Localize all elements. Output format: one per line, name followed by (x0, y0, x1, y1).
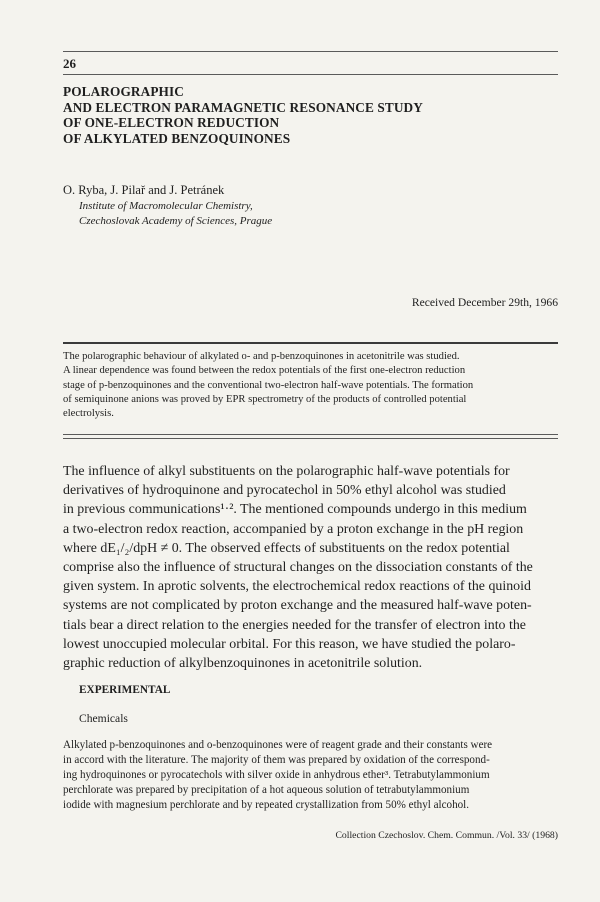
intro-line: derivatives of hydroquinone and pyrocatechol in 50% ethyl alcohol was studied (63, 483, 506, 499)
body-line: in accord with the literature. The majority of them was prepared by oxidation of the correspond- (63, 754, 490, 766)
intro-line: lowest unoccupied molecular orbital. For this reason, we have studied the polaro- (63, 636, 516, 652)
section-heading: EXPERIMENTAL (79, 684, 171, 696)
abstract-line: of semiquinone anions was proved by EPR spectrometry of the products of controlled potential (63, 393, 467, 405)
body-line: Alkylated p-benzoquinones and o-benzoquinones were of reagent grade and their constants were (63, 739, 493, 751)
intro-line: graphic reduction of alkylbenzoquinones in acetonitrile solution. (63, 656, 423, 672)
body-line: iodide with magnesium perchlorate and by repeated crystallization from 50% ethyl alcohol. (63, 799, 470, 811)
title-line: AND ELECTRON PARAMAGNETIC RESONANCE STUDY (63, 99, 423, 115)
page-number: 26 (63, 56, 76, 71)
intro-line: where dE₁/₂/dpH ≠ 0. The observed effects of substituents on the redox potential (63, 540, 510, 556)
intro-line: a two-electron redox reaction, accompanied by a proton exchange in the pH region (63, 521, 524, 537)
abstract (63, 350, 558, 421)
intro-line: tials bear a direct relation to the energies needed for the transfer of electron into the (63, 617, 526, 633)
intro-line: given system. In aprotic solvents, the electrochemical redox reactions of the quinoid (63, 579, 531, 595)
abstract-line: electrolysis. (63, 408, 114, 420)
body-line: perchlorate was prepared by precipitation of a hot aqueous solution of tetrabutylammonium (63, 784, 470, 796)
header-rule-lower (63, 74, 558, 75)
introduction (63, 462, 558, 673)
chemicals-paragraph (63, 738, 558, 813)
body-line: ing hydroquinones or pyrocatechols with silver oxide in anhydrous ether³. Tetrabutylammonium (63, 769, 490, 781)
authors: O. Ryba, J. Pilař and J. Petránek (63, 183, 225, 197)
abstract-rule-bottom-2 (63, 438, 558, 439)
header-rule (63, 51, 558, 52)
affiliation-line: Institute of Macromolecular Chemistry, (79, 200, 253, 212)
intro-line: comprise also the influence of structural changes on the dissociation constants of the (63, 560, 533, 576)
title-line: OF ONE-ELECTRON REDUCTION (63, 115, 280, 131)
received-date: Received December 29th, 1966 (411, 296, 558, 309)
intro-line: in previous communications¹·². The mentioned compounds undergo in this medium (63, 502, 527, 518)
title-line: OF ALKYLATED BENZOQUINONES (63, 130, 291, 146)
title-line: POLAROGRAPHIC (63, 84, 184, 99)
intro-line: The influence of alkyl substituents on the polarographic half-wave potentials for (63, 464, 510, 479)
article-title (63, 84, 558, 146)
abstract-line: The polarographic behaviour of alkylated o- and p-benzoquinones in acetonitrile was studied. (63, 351, 460, 362)
intro-line: systems are not complicated by proton exchange and the measured half-wave poten- (63, 598, 532, 614)
affiliation (79, 199, 272, 229)
abstract-rule-top (63, 342, 558, 344)
abstract-line: A linear dependence was found between the redox potentials of the first one-electron reduction (63, 365, 466, 377)
affiliation-line: Czechoslovak Academy of Sciences, Prague (79, 215, 273, 227)
abstract-line: stage of p-benzoquinones and the conventional two-electron half-wave potentials. The formation (63, 379, 474, 391)
journal-footer: Collection Czechoslov. Chem. Commun. /Vol. 33/ (1968) (335, 830, 558, 841)
abstract-rule-bottom (63, 434, 558, 435)
subsection-heading: Chemicals (79, 712, 128, 725)
